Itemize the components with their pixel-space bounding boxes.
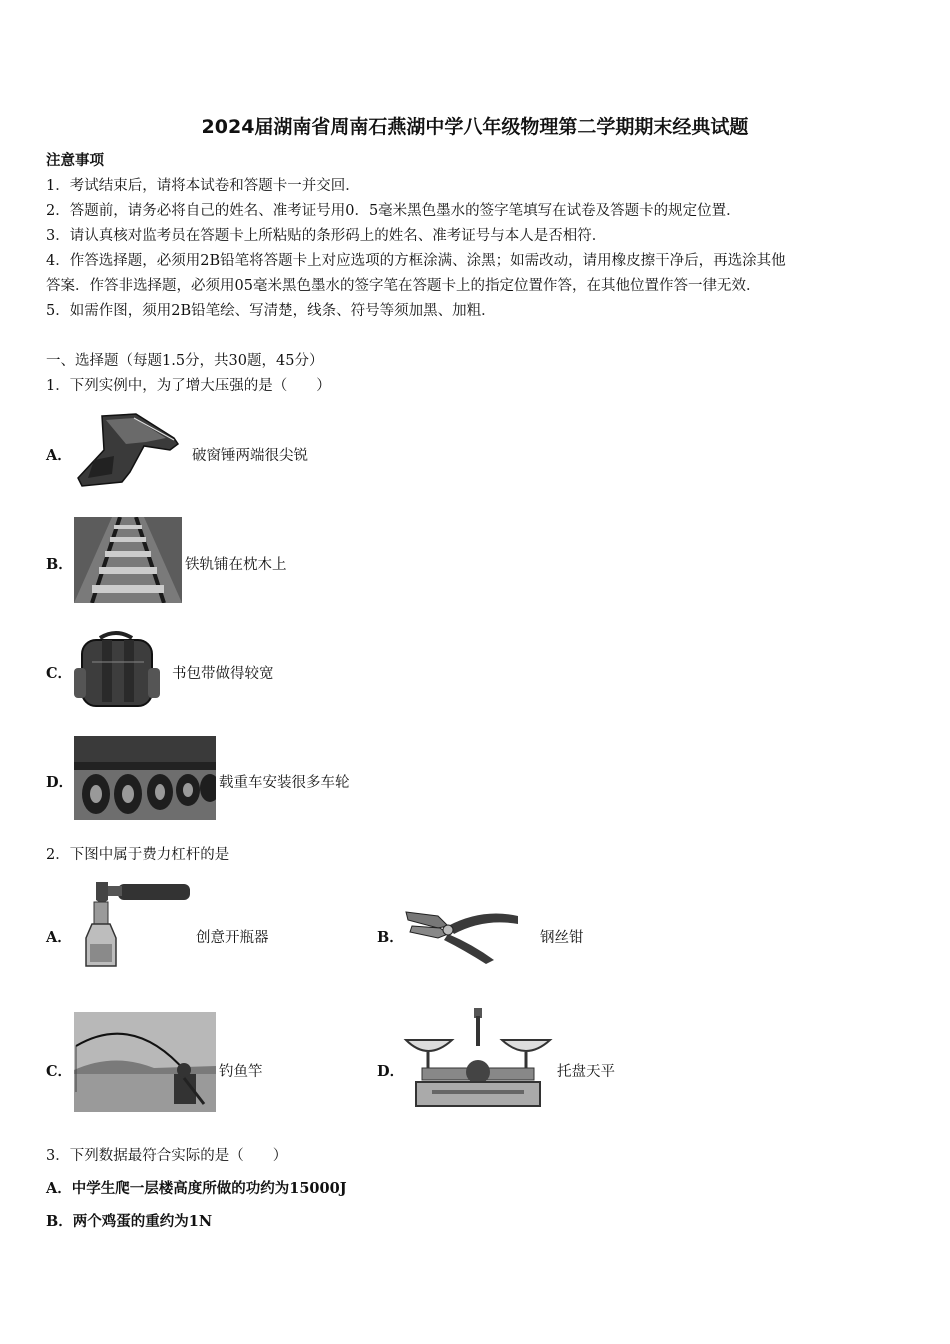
notes-item: 1．考试结束后，请将本试卷和答题卡一并交回． bbox=[46, 178, 360, 194]
notes-item: 答案．作答非选择题，必须用05毫米黑色墨水的签字笔在答题卡上的指定位置作答，在其他位置作答一律无效． bbox=[46, 278, 761, 294]
option-letter: C． bbox=[46, 665, 73, 682]
heavy-truck-wheels-image bbox=[74, 736, 216, 820]
option-letter: A． bbox=[46, 447, 72, 464]
option-text: A．中学生爬一层楼高度所做的功约为15000J bbox=[46, 1180, 347, 1197]
notes-heading: 注意事项 bbox=[46, 152, 104, 169]
option-letter: A． bbox=[46, 929, 72, 946]
railway-track-image bbox=[74, 517, 182, 603]
option-text: 载重车安装很多车轮 bbox=[219, 775, 350, 791]
notes-item: 3．请认真核对监考员在答题卡上所粘贴的条形码上的姓名、准考证号与本人是否相符． bbox=[46, 228, 607, 244]
bottle-opener-image bbox=[78, 878, 194, 970]
option-text: 钢丝钳 bbox=[540, 930, 584, 946]
option-letter: C． bbox=[46, 1063, 73, 1080]
question-1-stem: 1．下列实例中，为了增大压强的是（ ） bbox=[46, 378, 331, 394]
fishing-rod-image bbox=[74, 1012, 216, 1112]
option-text: 书包带做得较宽 bbox=[172, 666, 274, 682]
option-text: B．两个鸡蛋的重约为1N bbox=[46, 1213, 213, 1230]
option-letter: B． bbox=[46, 556, 73, 573]
notes-item: 4．作答选择题，必须用2B铅笔将答题卡上对应选项的方框涂满、涂黑；如需改动，请用橡皮擦干净后，再选涂其他 bbox=[46, 253, 786, 269]
option-letter: D． bbox=[377, 1063, 405, 1080]
section-heading: 一、选择题（每题1.5分，共30题，45分） bbox=[46, 353, 324, 369]
option-text: 托盘天平 bbox=[557, 1064, 615, 1080]
question-2-stem: 2．下图中属于费力杠杆的是 bbox=[46, 847, 230, 863]
wire-pliers-image bbox=[402, 904, 524, 966]
notes-item: 2．答题前，请务必将自己的姓名、准考证号用0．5毫米黑色墨水的签字笔填写在试卷及答题卡的规定位置． bbox=[46, 203, 741, 219]
question-3-stem: 3．下列数据最符合实际的是（ ） bbox=[46, 1148, 288, 1164]
balance-scale-image bbox=[402, 1006, 554, 1112]
option-letter: D． bbox=[46, 774, 74, 791]
option-letter: B． bbox=[377, 929, 404, 946]
page-title: 2024届湖南省周南石燕湖中学八年级物理第二学期期末经典试题 bbox=[201, 116, 749, 138]
option-text: 铁轨铺在枕木上 bbox=[185, 557, 287, 573]
notes-item: 5．如需作图，须用2B铅笔绘、写清楚，线条、符号等须加黑、加粗． bbox=[46, 303, 496, 319]
school-backpack-image bbox=[70, 628, 162, 712]
option-text: 破窗锤两端很尖锐 bbox=[192, 448, 308, 464]
option-text: 钓鱼竿 bbox=[219, 1064, 263, 1080]
window-breaker-hammer-image bbox=[74, 410, 184, 490]
option-text: 创意开瓶器 bbox=[196, 930, 269, 946]
